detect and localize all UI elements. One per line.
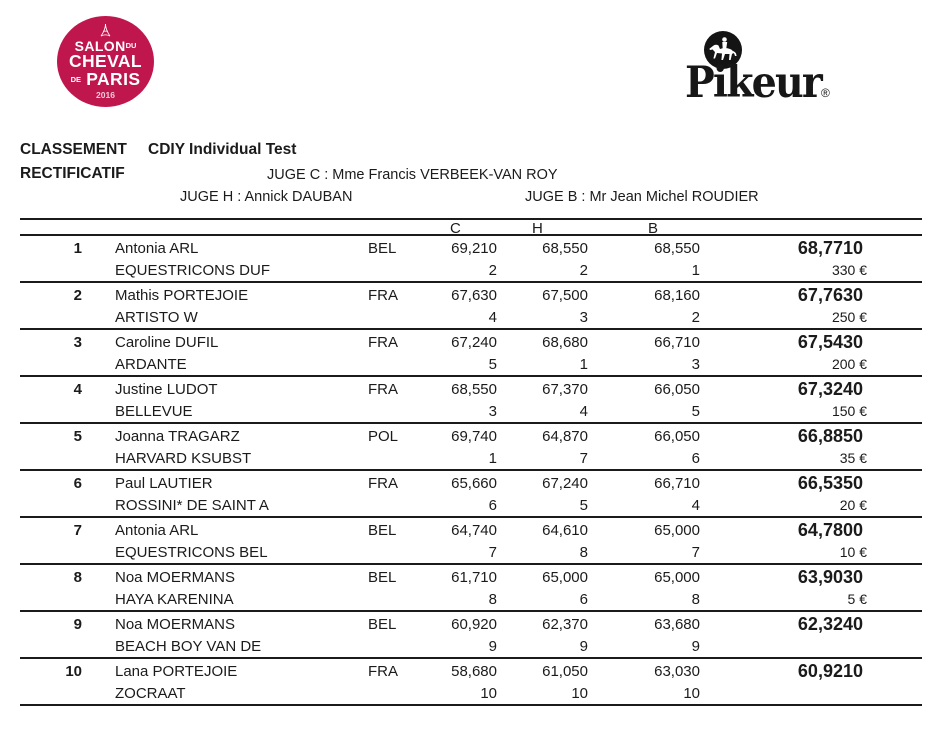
score-judge-b: 66,710 [654,475,700,492]
horse-name: ARDANTE [115,356,187,373]
score-judge-h: 64,610 [542,522,588,539]
judge-rank-c: 1 [488,450,497,467]
rider-name: Noa MOERMANS [115,569,236,586]
salon-year: 2016 [96,90,115,101]
registered-mark: ® [821,86,830,100]
judge-rank-b: 7 [691,544,700,561]
rider-name: Caroline DUFIL [115,334,219,351]
rank: 3 [73,334,82,351]
prize-money: 250 € [831,309,867,325]
nation: BEL [368,569,397,586]
prize-money: 5 € [847,591,867,607]
rank: 6 [73,475,82,492]
prize-money: 330 € [831,262,867,278]
judge-rank-c: 2 [488,262,497,279]
results-table [20,218,922,706]
judge-rank-c: 10 [480,685,497,702]
score-judge-c: 68,550 [451,381,497,398]
nation: BEL [368,240,397,257]
salon-line1: $SALON^{DU}$ [74,38,137,55]
horse-name: ROSSINI* DE SAINT A [115,497,269,514]
rank: 4 [73,381,82,398]
rider-name: Antonia ARL [115,240,199,257]
nation: FRA [368,475,398,492]
total-score: 67,7630 [797,285,863,305]
score-judge-h: 62,370 [542,616,588,633]
score-judge-h: 64,870 [542,428,588,445]
score-judge-b: 66,050 [654,381,700,398]
table-row [20,518,922,565]
judge-c-line: JUGE C : Mme Francis VERBEEK-VAN ROY [267,167,558,183]
total-score: 63,9030 [797,567,863,587]
score-judge-h: 68,550 [542,240,588,257]
table-row [20,424,922,471]
table-row [20,565,922,612]
score-judge-c: 67,240 [451,334,497,351]
table-row [20,659,922,706]
rank: 10 [65,663,82,680]
score-judge-b: 68,160 [654,287,700,304]
prize-money: 150 € [831,403,867,419]
score-judge-c: 58,680 [451,663,497,680]
salon-line3-small: DE [70,75,81,85]
score-judge-b: 65,000 [654,522,700,539]
total-score: 68,7710 [797,238,863,258]
nation: FRA [368,287,398,304]
rider-name: Lana PORTEJOIE [115,663,238,680]
rank: 1 [73,240,82,257]
table-row [20,612,922,659]
judge-rank-h: 8 [579,544,588,561]
judge-rank-h: 10 [571,685,588,702]
score-judge-c: 65,660 [451,475,497,492]
score-judge-b: 66,710 [654,334,700,351]
score-judge-h: 65,000 [542,569,588,586]
table-row [20,283,922,330]
total-score: 60,9210 [797,661,863,681]
salon-line3: DE PARIS [70,69,141,90]
judge-rank-c: 6 [488,497,497,514]
rank: 8 [73,569,82,586]
judge-b-line: JUGE B : Mr Jean Michel ROUDIER [525,189,759,205]
prize-money: 20 € [839,497,867,513]
total-score: 62,3240 [797,614,863,634]
total-score: 67,5430 [797,332,863,352]
horse-name: EQUESTRICONS BEL [115,544,268,561]
pikeur-wordmark: Pikeur [685,58,821,108]
salon-du-cheval-logo [57,16,154,107]
judge-rank-c: 5 [488,356,497,373]
score-judge-c: 67,630 [451,287,497,304]
salon-line1-small: DU [125,41,137,51]
horse-name: EQUESTRICONS DUF [115,262,271,279]
score-judge-b: 65,000 [654,569,700,586]
judge-rank-h: 2 [579,262,588,279]
judge-rank-c: 8 [488,591,497,608]
nation: BEL [368,522,397,539]
rider-name: Noa MOERMANS [115,616,236,633]
rank: 2 [73,287,82,304]
rank: 5 [73,428,82,445]
score-judge-h: 61,050 [542,663,588,680]
nation: BEL [368,616,397,633]
score-judge-h: 67,370 [542,381,588,398]
table-row [20,377,922,424]
rider-name: Justine LUDOT [115,381,218,398]
prize-money: 35 € [839,450,867,466]
column-header-judge-h: H [532,220,543,237]
rectificatif-title: RECTIFICATIF [20,165,125,182]
horse-name: ARTISTO W [115,309,198,326]
judge-rank-b: 9 [691,638,700,655]
eiffel-tower-icon [99,23,112,38]
score-judge-h: 67,240 [542,475,588,492]
horse-name: HARVARD KSUBST [115,450,252,467]
test-title: CDIY Individual Test [148,141,297,158]
judge-rank-h: 5 [579,497,588,514]
rider-name: Paul LAUTIER [115,475,213,492]
score-judge-c: 60,920 [451,616,497,633]
score-judge-b: 68,550 [654,240,700,257]
judge-rank-b: 6 [691,450,700,467]
column-header-judge-c: C [450,220,461,237]
judge-rank-b: 10 [683,685,700,702]
judge-rank-h: 4 [579,403,588,420]
score-judge-h: 68,680 [542,334,588,351]
score-judge-b: 63,680 [654,616,700,633]
judge-rank-b: 4 [691,497,700,514]
score-judge-c: 69,210 [451,240,497,257]
score-judge-c: 61,710 [451,569,497,586]
judge-rank-h: 7 [579,450,588,467]
judge-rank-c: 7 [488,544,497,561]
judge-rank-h: 3 [579,309,588,326]
score-judge-c: 69,740 [451,428,497,445]
prize-money: 200 € [831,356,867,372]
total-score: 66,5350 [797,473,863,493]
nation: FRA [368,381,398,398]
table-row [20,330,922,377]
nation: POL [368,428,399,445]
judge-rank-h: 1 [579,356,588,373]
horse-name: ZOCRAAT [115,685,186,702]
rider-name: Mathis PORTEJOIE [115,287,249,304]
table-row [20,236,922,283]
score-judge-b: 66,050 [654,428,700,445]
judge-rank-c: 3 [488,403,497,420]
judge-rank-b: 8 [691,591,700,608]
total-score: 64,7800 [797,520,863,540]
rider-name: Antonia ARL [115,522,199,539]
total-score: 66,8850 [797,426,863,446]
nation: FRA [368,663,398,680]
horse-name: BELLEVUE [115,403,193,420]
judge-rank-c: 9 [488,638,497,655]
rider-name: Joanna TRAGARZ [115,428,240,445]
score-judge-b: 63,030 [654,663,700,680]
judge-rank-b: 1 [691,262,700,279]
horse-name: BEACH BOY VAN DE [115,638,262,655]
judge-rank-b: 2 [691,309,700,326]
column-header-judge-b: B [648,220,659,237]
nation: FRA [368,334,398,351]
score-judge-c: 64,740 [451,522,497,539]
salon-line2: CHEVAL [68,51,143,72]
judge-rank-h: 6 [579,591,588,608]
judge-h-line: JUGE H : Annick DAUBAN [180,189,353,205]
prize-money: 10 € [839,544,867,560]
judge-rank-b: 5 [691,403,700,420]
classement-title: CLASSEMENT [20,141,127,158]
judge-rank-b: 3 [691,356,700,373]
score-judge-h: 67,500 [542,287,588,304]
table-header-row [20,218,922,236]
table-row [20,471,922,518]
judge-rank-c: 4 [488,309,497,326]
total-score: 67,3240 [797,379,863,399]
rank: 7 [73,522,82,539]
rank: 9 [73,616,82,633]
judge-rank-h: 9 [579,638,588,655]
horse-name: HAYA KARENINA [115,591,234,608]
